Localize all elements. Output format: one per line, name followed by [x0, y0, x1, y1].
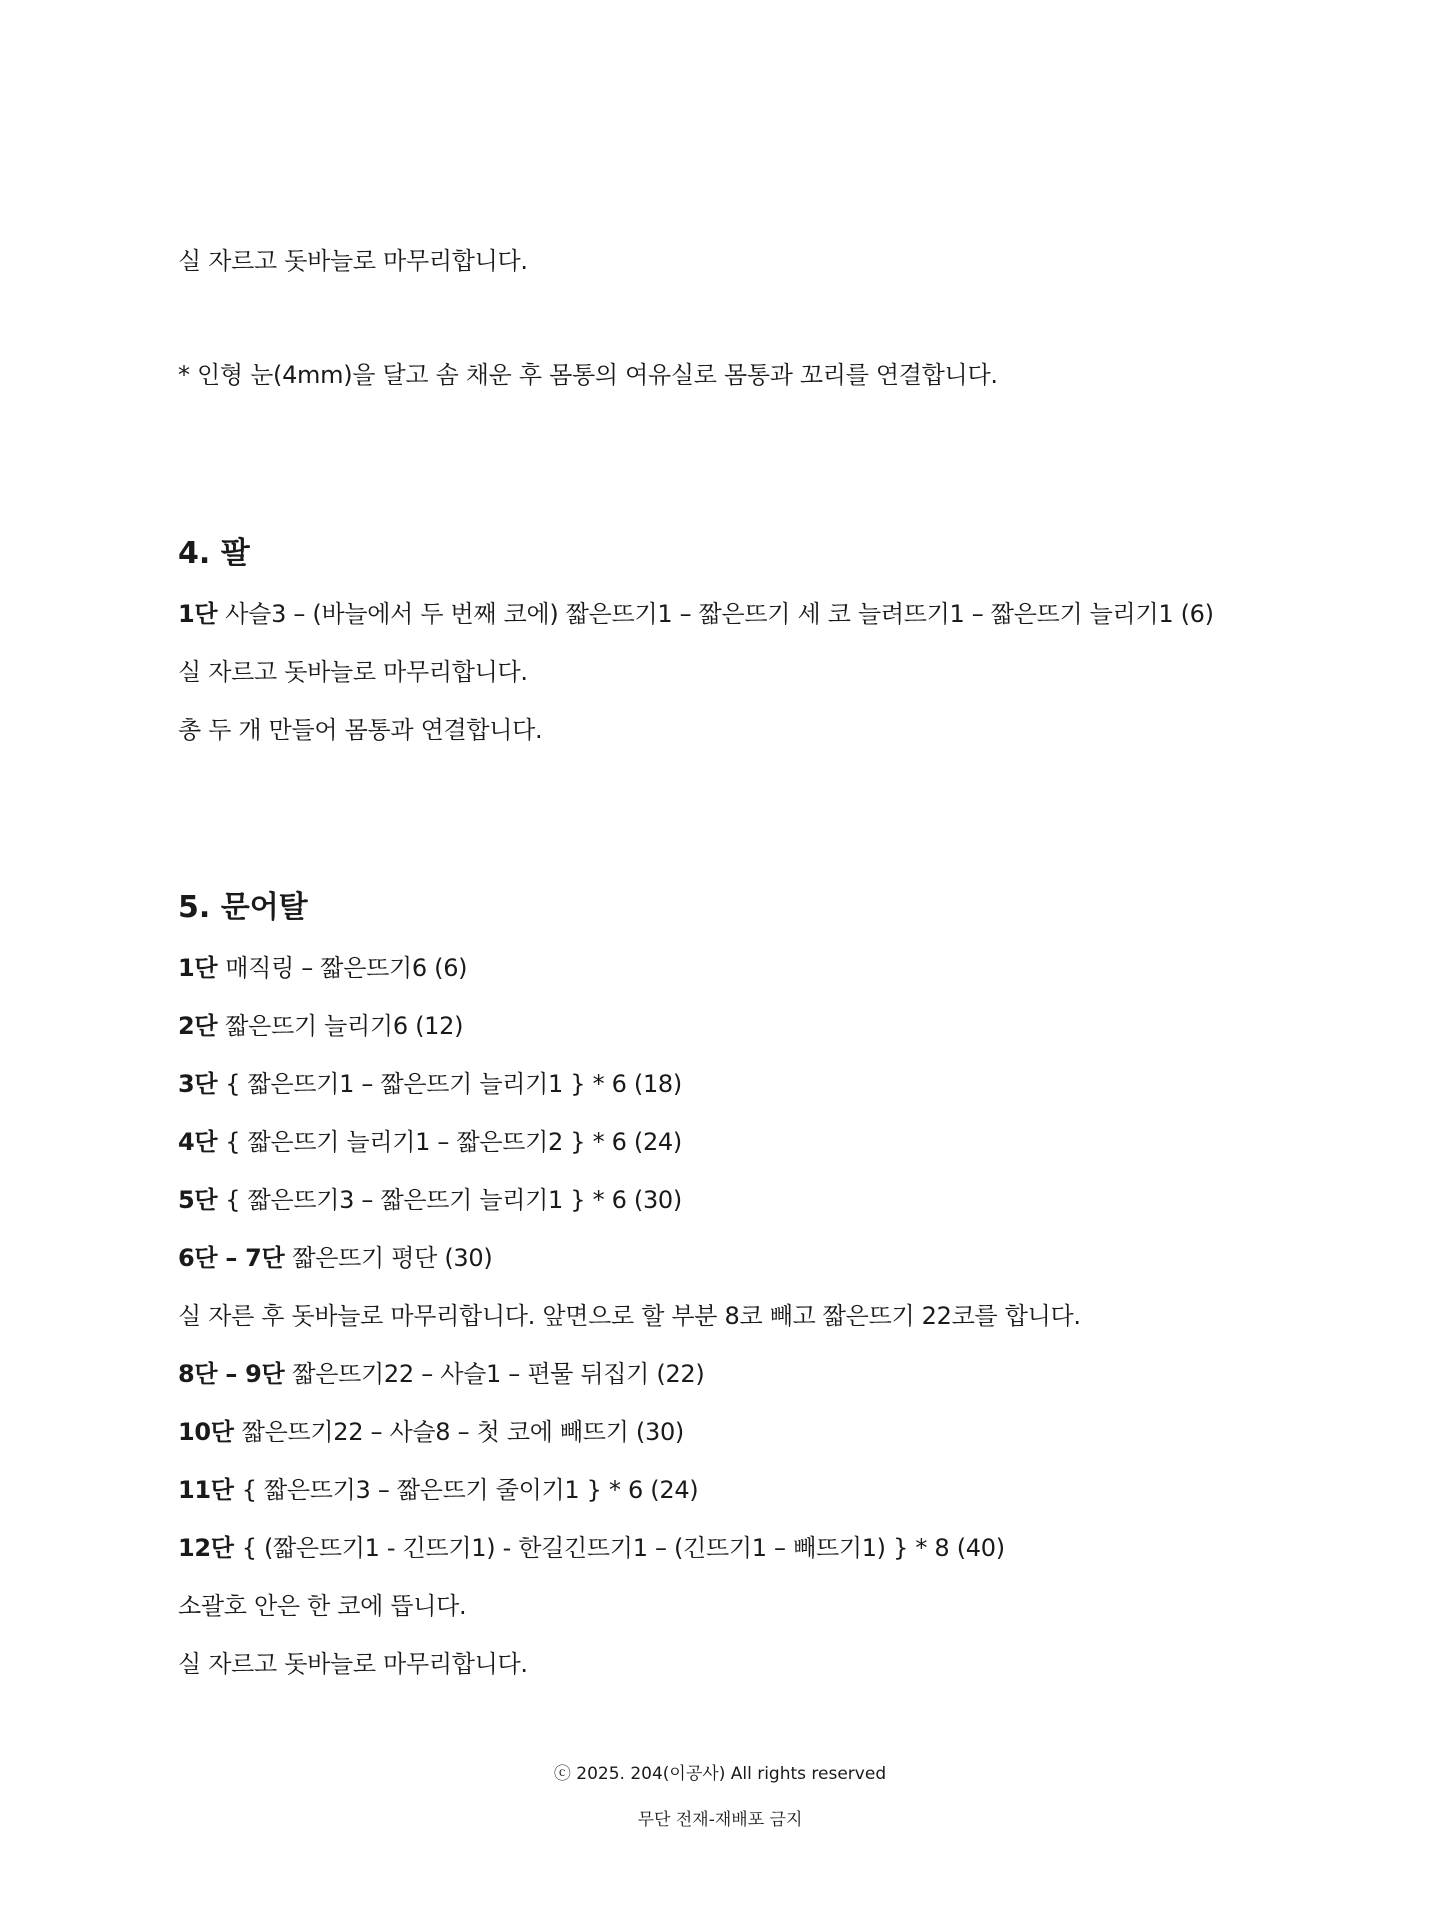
- pattern-row: [178, 1125, 682, 1159]
- row-step-label: 5단: [178, 1186, 218, 1214]
- pattern-row: [178, 1067, 682, 1101]
- row-instruction: { 짧은뜨기3 – 짧은뜨기 줄이기1 } * 6 (24): [241, 1476, 699, 1504]
- pattern-row: [178, 1473, 698, 1507]
- section-title-octopus-hat: 5. 문어탈: [178, 890, 308, 925]
- paragraph-text: 실 자르고 돗바늘로 마무리합니다.: [178, 658, 528, 686]
- row-instruction: { 짧은뜨기1 – 짧은뜨기 늘리기1 } * 6 (18): [225, 1070, 682, 1098]
- redistribution-notice: 무단 전재-재배포 금지: [637, 1810, 803, 1830]
- row-instruction: { 짧은뜨기3 – 짧은뜨기 늘리기1 } * 6 (30): [225, 1186, 682, 1214]
- pattern-row: [178, 1241, 492, 1275]
- pattern-row: [178, 1415, 684, 1449]
- pattern-note: [178, 1589, 466, 1623]
- row-instruction: 짧은뜨기 늘리기6 (12): [225, 1012, 464, 1040]
- pattern-note: [178, 1647, 528, 1681]
- row-instruction: 짧은뜨기 평단 (30): [292, 1244, 493, 1272]
- pattern-row: [178, 1009, 463, 1043]
- pattern-row: [178, 1357, 704, 1391]
- pattern-row: [178, 951, 467, 985]
- section-title-arm: 4. 팔: [178, 536, 250, 571]
- row-instruction: 매직링 – 짧은뜨기6 (6): [225, 954, 468, 982]
- pattern-row: [178, 1183, 682, 1217]
- row-instruction: 사슬3 – (바늘에서 두 번째 코에) 짧은뜨기1 – 짧은뜨기 세 코 늘려뜨기1 – 짧은뜨기 늘리기1 (6): [225, 600, 1214, 628]
- row-instruction: 짧은뜨기22 – 사슬1 – 편물 뒤집기 (22): [292, 1360, 705, 1388]
- row-instruction: { 짧은뜨기 늘리기1 – 짧은뜨기2 } * 6 (24): [225, 1128, 682, 1156]
- row-instruction: 짧은뜨기22 – 사슬8 – 첫 코에 빼뜨기 (30): [241, 1418, 684, 1446]
- row-step-label: 8단 – 9단: [178, 1360, 285, 1388]
- pattern-row: [178, 597, 1214, 631]
- row-step-label: 11단: [178, 1476, 234, 1504]
- arm-note: [178, 713, 542, 747]
- row-step-label: 12단: [178, 1534, 234, 1562]
- row-step-label: 6단 – 7단: [178, 1244, 285, 1272]
- pattern-row: [178, 1531, 1005, 1565]
- row-instruction: { (짧은뜨기1 - 긴뜨기1) - 한길긴뜨기1 – (긴뜨기1 – 빼뜨기1) } * 8 (40): [241, 1534, 1005, 1562]
- intro-line-finish: [178, 244, 528, 278]
- copyright-notice: ⓒ 2025. 204(이공사) All rights reserved: [553, 1764, 887, 1784]
- row-step-label: 4단: [178, 1128, 218, 1156]
- paragraph-text: 실 자르고 돗바늘로 마무리합니다.: [178, 247, 528, 275]
- row-step-label: 3단: [178, 1070, 218, 1098]
- pattern-note: [178, 1299, 1081, 1333]
- paragraph-text: * 인형 눈(4mm)을 달고 솜 채운 후 몸통의 여유실로 몸통과 꼬리를 연결합니다.: [178, 361, 998, 389]
- paragraph-text: 실 자르고 돗바늘로 마무리합니다.: [178, 1650, 528, 1678]
- paragraph-text: 총 두 개 만들어 몸통과 연결합니다.: [178, 716, 543, 744]
- intro-line-eyes: [178, 358, 998, 392]
- row-step-label: 10단: [178, 1418, 234, 1446]
- row-step-label: 1단: [178, 954, 218, 982]
- arm-note: [178, 655, 528, 689]
- row-step-label: 2단: [178, 1012, 218, 1040]
- row-step-label: 1단: [178, 600, 218, 628]
- paragraph-text: 실 자른 후 돗바늘로 마무리합니다. 앞면으로 할 부분 8코 빼고 짧은뜨기 22코를 합니다.: [178, 1302, 1081, 1330]
- paragraph-text: 소괄호 안은 한 코에 뜹니다.: [178, 1592, 467, 1620]
